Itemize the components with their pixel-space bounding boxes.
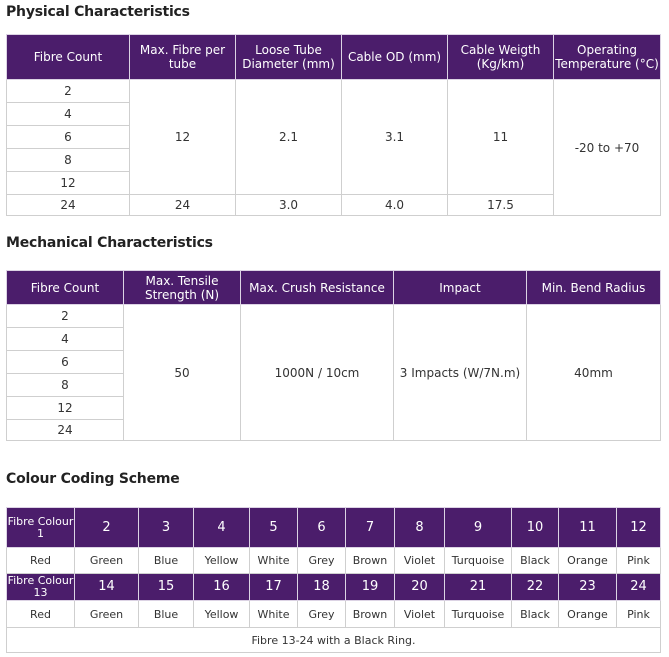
header-operating-temperature: Operating Temperature (°C) bbox=[554, 35, 661, 80]
max-fibre-per-tube-cell: 12 bbox=[130, 80, 236, 195]
max-crush-resistance-cell: 1000N / 10cm bbox=[241, 305, 394, 441]
header-impact: Impact bbox=[394, 271, 527, 305]
physical-characteristics-table bbox=[6, 34, 661, 216]
header-loose-tube-diameter: Loose Tube Diameter (mm) bbox=[236, 35, 342, 80]
colour-coding-scheme-title: Colour Coding Scheme bbox=[6, 471, 180, 487]
colour-name: Grey bbox=[298, 601, 346, 628]
black-ring-note: Fibre 13-24 with a Black Ring. bbox=[7, 628, 661, 653]
fibre-number: 8 bbox=[395, 508, 445, 548]
header-max-fibre-per-tube: Max. Fibre per tube bbox=[130, 35, 236, 80]
fibre-number: 10 bbox=[512, 508, 559, 548]
colour-name: Black bbox=[512, 548, 559, 574]
colour-number-row bbox=[7, 574, 661, 601]
fibre-number: 6 bbox=[298, 508, 346, 548]
colour-name: Violet bbox=[395, 548, 445, 574]
fibre-number: 18 bbox=[298, 574, 346, 601]
colour-name: Brown bbox=[346, 548, 395, 574]
colour-name: Pink bbox=[617, 601, 661, 628]
header-fibre-count: Fibre Count bbox=[7, 271, 124, 305]
cable-weight-cell: 17.5 bbox=[448, 195, 554, 216]
colour-name: White bbox=[250, 601, 298, 628]
min-bend-radius-cell: 40mm bbox=[527, 305, 661, 441]
fibre-number: 16 bbox=[194, 574, 250, 601]
loose-tube-diameter-cell: 2.1 bbox=[236, 80, 342, 195]
fibre-number: 17 bbox=[250, 574, 298, 601]
colour-name: Pink bbox=[617, 548, 661, 574]
max-fibre-per-tube-cell: 24 bbox=[130, 195, 236, 216]
cable-od-cell: 4.0 bbox=[342, 195, 448, 216]
fibre-count-cell: 12 bbox=[7, 397, 124, 420]
table-row bbox=[7, 80, 661, 103]
colour-name: Green bbox=[75, 601, 139, 628]
fibre-number: 22 bbox=[512, 574, 559, 601]
fibre-count-cell: 24 bbox=[7, 420, 124, 441]
colour-name: Yellow bbox=[194, 601, 250, 628]
fibre-number: 5 bbox=[250, 508, 298, 548]
fibre-count-cell: 24 bbox=[7, 195, 130, 216]
colour-name: Orange bbox=[559, 601, 617, 628]
colour-number-row bbox=[7, 508, 661, 548]
colour-coding-table bbox=[6, 507, 661, 653]
fibre-count-cell: 2 bbox=[7, 305, 124, 328]
cable-od-cell: 3.1 bbox=[342, 80, 448, 195]
fibre-count-cell: 12 bbox=[7, 172, 130, 195]
table-header-row bbox=[7, 35, 661, 80]
cable-weight-cell: 11 bbox=[448, 80, 554, 195]
colour-name: Turquoise bbox=[445, 548, 512, 574]
colour-name: Turquoise bbox=[445, 601, 512, 628]
colour-name: Black bbox=[512, 601, 559, 628]
fibre-number: 7 bbox=[346, 508, 395, 548]
table-header-row bbox=[7, 271, 661, 305]
colour-name-row bbox=[7, 548, 661, 574]
fibre-number: 14 bbox=[75, 574, 139, 601]
fibre-count-cell: 8 bbox=[7, 374, 124, 397]
colour-name: Violet bbox=[395, 601, 445, 628]
fibre-count-cell: 8 bbox=[7, 149, 130, 172]
header-max-crush-resistance: Max. Crush Resistance bbox=[241, 271, 394, 305]
fibre-colour-13-label: Fibre Colour 13 bbox=[7, 574, 74, 599]
colour-name: White bbox=[250, 548, 298, 574]
max-tensile-strength-cell: 50 bbox=[124, 305, 241, 441]
colour-name: Red bbox=[7, 601, 75, 628]
header-max-tensile-strength: Max. Tensile Strength (N) bbox=[124, 271, 241, 305]
loose-tube-diameter-cell: 3.0 bbox=[236, 195, 342, 216]
colour-name: Brown bbox=[346, 601, 395, 628]
colour-name: Blue bbox=[139, 548, 194, 574]
fibre-number: 24 bbox=[617, 574, 661, 601]
mechanical-characteristics-title: Mechanical Characteristics bbox=[6, 235, 213, 251]
fibre-count-cell: 2 bbox=[7, 80, 130, 103]
fibre-number: 11 bbox=[559, 508, 617, 548]
header-fibre-count: Fibre Count bbox=[7, 35, 130, 80]
fibre-number: 20 bbox=[395, 574, 445, 601]
fibre-count-cell: 6 bbox=[7, 126, 130, 149]
impact-cell: 3 Impacts (W/7N.m) bbox=[394, 305, 527, 441]
fibre-count-cell: 4 bbox=[7, 103, 130, 126]
fibre-number: 9 bbox=[445, 508, 512, 548]
fibre-count-cell: 4 bbox=[7, 328, 124, 351]
mechanical-characteristics-table bbox=[6, 270, 661, 441]
fibre-number: 4 bbox=[194, 508, 250, 548]
header-cable-weight: Cable Weigth (Kg/km) bbox=[448, 35, 554, 80]
fibre-number: 23 bbox=[559, 574, 617, 601]
operating-temperature-cell: -20 to +70 bbox=[554, 80, 661, 216]
fibre-number: 3 bbox=[139, 508, 194, 548]
colour-name: Red bbox=[7, 548, 75, 574]
fibre-number: 2 bbox=[75, 508, 139, 548]
colour-name: Blue bbox=[139, 601, 194, 628]
fibre-number: 12 bbox=[617, 508, 661, 548]
colour-name: Green bbox=[75, 548, 139, 574]
colour-name-row bbox=[7, 601, 661, 628]
header-min-bend-radius: Min. Bend Radius bbox=[527, 271, 661, 305]
note-row bbox=[7, 628, 661, 653]
fibre-number: 19 bbox=[346, 574, 395, 601]
fibre-number: 21 bbox=[445, 574, 512, 601]
fibre-number: 15 bbox=[139, 574, 194, 601]
physical-characteristics-title: Physical Characteristics bbox=[6, 4, 190, 20]
fibre-count-cell: 6 bbox=[7, 351, 124, 374]
colour-name: Grey bbox=[298, 548, 346, 574]
fibre-colour-1-label: Fibre Colour 1 bbox=[7, 508, 75, 548]
colour-name: Yellow bbox=[194, 548, 250, 574]
table-row bbox=[7, 305, 661, 328]
colour-name: Orange bbox=[559, 548, 617, 574]
header-cable-od: Cable OD (mm) bbox=[342, 35, 448, 80]
